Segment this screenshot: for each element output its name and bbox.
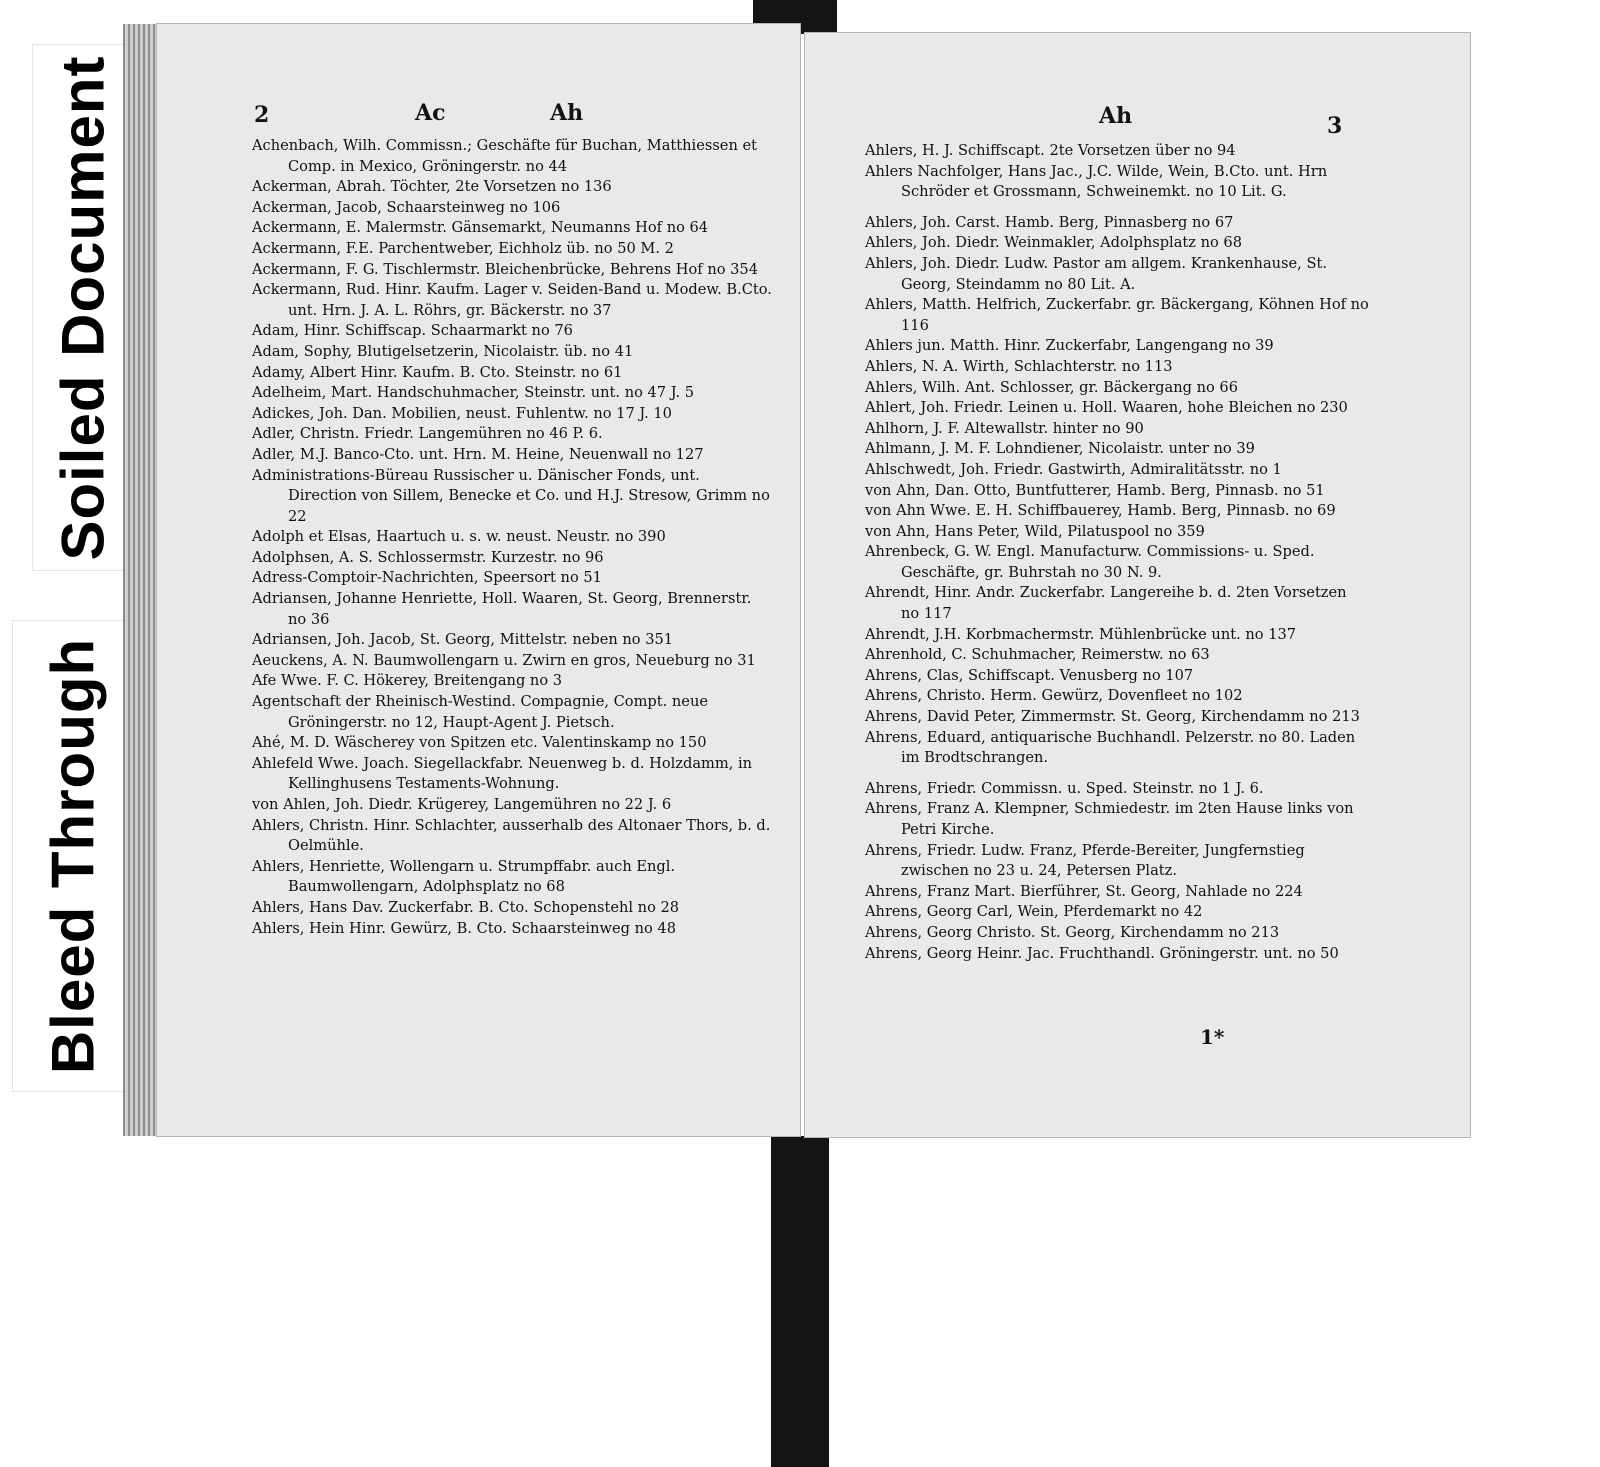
right-page-number: 3 <box>1327 113 1343 139</box>
left-entries-list <box>252 136 772 939</box>
directory-entry: Adam, Sophy, Blutigelsetzerin, Nicolaistr. üb. no 41 <box>252 342 634 360</box>
soiled-document-text: Soiled Document <box>49 54 117 561</box>
bleed-through-label <box>12 620 134 1092</box>
directory-entry: Adelheim, Mart. Handschuhmacher, Steinstr. unt. no 47 J. 5 <box>252 384 695 402</box>
directory-entry: Ahrendt, J.H. Korbmachermstr. Mühlenbrücke unt. no 137 <box>865 625 1297 643</box>
directory-entry: Ahrens, David Peter, Zimmermstr. St. Georg, Kirchendamm no 213 <box>865 708 1360 726</box>
directory-entry: Adam, Hinr. Schiffscap. Schaarmarkt no 76 <box>252 322 573 340</box>
right-page <box>805 33 1470 1137</box>
directory-entry: Agentschaft der Rheinisch-Westind. Compagnie, Compt. neue Gröningerstr. no 12, Haupt-Agent J. Pietsch. <box>252 693 708 731</box>
directory-entry: Ahlers, Henriette, Wollengarn u. Strumpffabr. auch Engl. Baumwollengarn, Adolphsplatz no 68 <box>252 857 676 896</box>
directory-entry: Ahlers jun. Matth. Hinr. Zuckerfabr, Langengang no 39 <box>865 337 1274 355</box>
directory-entry: Ahlhorn, J. F. Altewallstr. hinter no 90 <box>865 419 1144 437</box>
directory-entry: Ahlschwedt, Joh. Friedr. Gastwirth, Admiralitätsstr. no 1 <box>865 460 1282 478</box>
directory-entry: Ahrenhold, C. Schuhmacher, Reimerstw. no 63 <box>865 646 1210 664</box>
directory-entry: Ahrens, Franz A. Klempner, Schmiedestr. im 2ten Hause links von Petri Kirche. <box>865 800 1354 838</box>
directory-entry: Ahrens, Friedr. Ludw. Franz, Pferde-Bereiter, Jungfernstieg zwischen no 23 u. 24, Petersen Platz. <box>865 841 1305 880</box>
directory-entry: Ackermann, F. G. Tischlermstr. Bleichenbrücke, Behrens Hof no 354 <box>252 260 758 278</box>
directory-entry: Ackerman, Abrah. Töchter, 2te Vorsetzen no 136 <box>252 178 612 196</box>
directory-entry: Adolph et Elsas, Haartuch u. s. w. neust. Neustr. no 390 <box>252 528 666 546</box>
directory-entry: Ackermann, E. Malermstr. Gänsemarkt, Neumanns Hof no 64 <box>252 219 709 237</box>
directory-entry: Achenbach, Wilh. Commissn.; Geschäfte für Buchan, Matthiessen et Comp. in Mexico, Gröningerstr. no 44 <box>252 137 757 175</box>
directory-entry: von Ahn, Dan. Otto, Buntfutterer, Hamb. Berg, Pinnasb. no 51 <box>865 481 1325 499</box>
directory-entry: Ahlers, Joh. Diedr. Ludw. Pastor am allgem. Krankenhause, St. Georg, Steindamm no 80 Lit. A. <box>865 254 1327 293</box>
directory-entry: Ahlers, Christn. Hinr. Schlachter, ausserhalb des Altonaer Thors, b. d. Oelmühle. <box>252 816 771 855</box>
directory-entry: Ahlefeld Wwe. Joach. Siegellackfabr. Neuenweg b. d. Holzdamm, in Kellinghusens Testaments-Wohnung. <box>252 754 753 793</box>
directory-entry: Administrations-Büreau Russischer u. Dänischer Fonds, unt. Direction von Sillem, Benecke et Co. und H.J. Stresow, Grimm no 22 <box>252 466 770 525</box>
directory-entry: Adriansen, Joh. Jacob, St. Georg, Mittelstr. neben no 351 <box>252 631 674 649</box>
directory-entry: Ahrens, Franz Mart. Bierführer, St. Georg, Nahlade no 224 <box>865 882 1303 900</box>
directory-entry: Ahlers, Hein Hinr. Gewürz, B. Cto. Schaarsteinweg no 48 <box>252 919 676 937</box>
directory-entry: Ahlers, H. J. Schiffscapt. 2te Vorsetzen über no 94 <box>865 142 1236 159</box>
left-page <box>157 24 800 1136</box>
directory-entry: Ackermann, Rud. Hinr. Kaufm. Lager v. Seiden-Band u. Modew. B.Cto. unt. Hrn. J. A. L. Röhrs, gr. Bäckerstr. no 37 <box>252 281 772 319</box>
directory-entry: Ahlers, N. A. Wirth, Schlachterstr. no 113 <box>865 357 1173 375</box>
directory-entry: Ackerman, Jacob, Schaarsteinweg no 106 <box>252 198 561 216</box>
directory-entry: Ahrens, Georg Christo. St. Georg, Kirchendamm no 213 <box>865 923 1280 941</box>
directory-entry: Ahrens, Friedr. Commissn. u. Sped. Steinstr. no 1 J. 6. <box>865 779 1264 797</box>
directory-entry: Ahé, M. D. Wäscherey von Spitzen etc. Valentinskamp no 150 <box>252 734 707 752</box>
directory-entry: Ahrenbeck, G. W. Engl. Manufacturw. Commissions- u. Sped. Geschäfte, gr. Buhrstah no 30 N. 9. <box>865 543 1315 581</box>
directory-entry: Ahlers, Hans Dav. Zuckerfabr. B. Cto. Schopenstehl no 28 <box>252 898 680 916</box>
spine-bar-bottom <box>771 1136 829 1467</box>
directory-entry: Ahlers, Joh. Diedr. Weinmakler, Adolphsplatz no 68 <box>865 234 1243 252</box>
right-entries-list <box>865 141 1369 964</box>
directory-entry: Ahlers Nachfolger, Hans Jac., J.C. Wilde, Wein, B.Cto. unt. Hrn Schröder et Grossmann, Schweinemkt. no 10 Lit. G. <box>865 162 1328 201</box>
directory-entry: von Ahn, Hans Peter, Wild, Pilatuspool no 359 <box>865 522 1205 540</box>
directory-entry: Adler, Christn. Friedr. Langemühren no 46 P. 6. <box>252 425 603 443</box>
bleed-through-text: Bleed Through <box>39 637 107 1075</box>
directory-entry: von Ahn Wwe. E. H. Schiffbauerey, Hamb. Berg, Pinnasb. no 69 <box>865 502 1336 520</box>
directory-entry: von Ahlen, Joh. Diedr. Krügerey, Langemühren no 22 J. 6 <box>252 796 672 813</box>
directory-entry: Adolphsen, A. S. Schlossermstr. Kurzestr. no 96 <box>252 548 604 566</box>
signature-mark: 1* <box>1200 1025 1225 1049</box>
directory-entry: Ahlers, Matth. Helfrich, Zuckerfabr. gr. Bäckergang, Köhnen Hof no 116 <box>865 296 1369 334</box>
left-header-right: Ah <box>550 100 584 126</box>
directory-entry: Ahrens, Georg Carl, Wein, Pferdemarkt no 42 <box>865 903 1203 921</box>
directory-entry: Ahrendt, Hinr. Andr. Zuckerfabr. Langereihe b. d. 2ten Vorsetzen no 117 <box>865 584 1347 623</box>
directory-entry: Ahrens, Eduard, antiquarische Buchhandl. Pelzerstr. no 80. Laden im Brodtschrangen. <box>865 728 1356 767</box>
directory-entry: Adriansen, Johanne Henriette, Holl. Waaren, St. Georg, Brennerstr. no 36 <box>252 590 752 628</box>
directory-entry: Adickes, Joh. Dan. Mobilien, neust. Fuhlentw. no 17 J. 10 <box>252 404 672 422</box>
directory-entry: Ackermann, F.E. Parchentweber, Eichholz üb. no 50 M. 2 <box>252 239 674 257</box>
directory-entry: Ahlmann, J. M. F. Lohndiener, Nicolaistr. unter no 39 <box>865 440 1255 458</box>
right-header: Ah <box>1099 103 1133 129</box>
left-page-number: 2 <box>254 102 270 128</box>
soiled-document-label <box>32 44 134 571</box>
directory-entry: Afe Wwe. F. C. Hökerey, Breitengang no 3 <box>252 672 563 690</box>
directory-entry: Ahlers, Joh. Carst. Hamb. Berg, Pinnasberg no 67 <box>865 213 1234 231</box>
directory-entry: Ahlers, Wilh. Ant. Schlosser, gr. Bäckergang no 66 <box>865 378 1238 396</box>
directory-entry: Adler, M.J. Banco-Cto. unt. Hrn. M. Heine, Neuenwall no 127 <box>252 445 704 463</box>
directory-entry: Adamy, Albert Hinr. Kaufm. B. Cto. Steinstr. no 61 <box>252 363 623 381</box>
directory-entry: Ahrens, Christo. Herm. Gewürz, Dovenfleet no 102 <box>865 687 1243 705</box>
directory-entry: Adress-Comptoir-Nachrichten, Speersort no 51 <box>252 569 602 587</box>
left-header-left: Ac <box>415 100 446 126</box>
directory-entry: Aeuckens, A. N. Baumwollengarn u. Zwirn en gros, Neueburg no 31 <box>252 651 756 669</box>
directory-entry: Ahlert, Joh. Friedr. Leinen u. Holl. Waaren, hohe Bleichen no 230 <box>865 399 1348 417</box>
directory-entry: Ahrens, Georg Heinr. Jac. Fruchthandl. Gröningerstr. unt. no 50 <box>865 944 1339 962</box>
directory-entry: Ahrens, Clas, Schiffscapt. Venusberg no 107 <box>865 666 1194 684</box>
